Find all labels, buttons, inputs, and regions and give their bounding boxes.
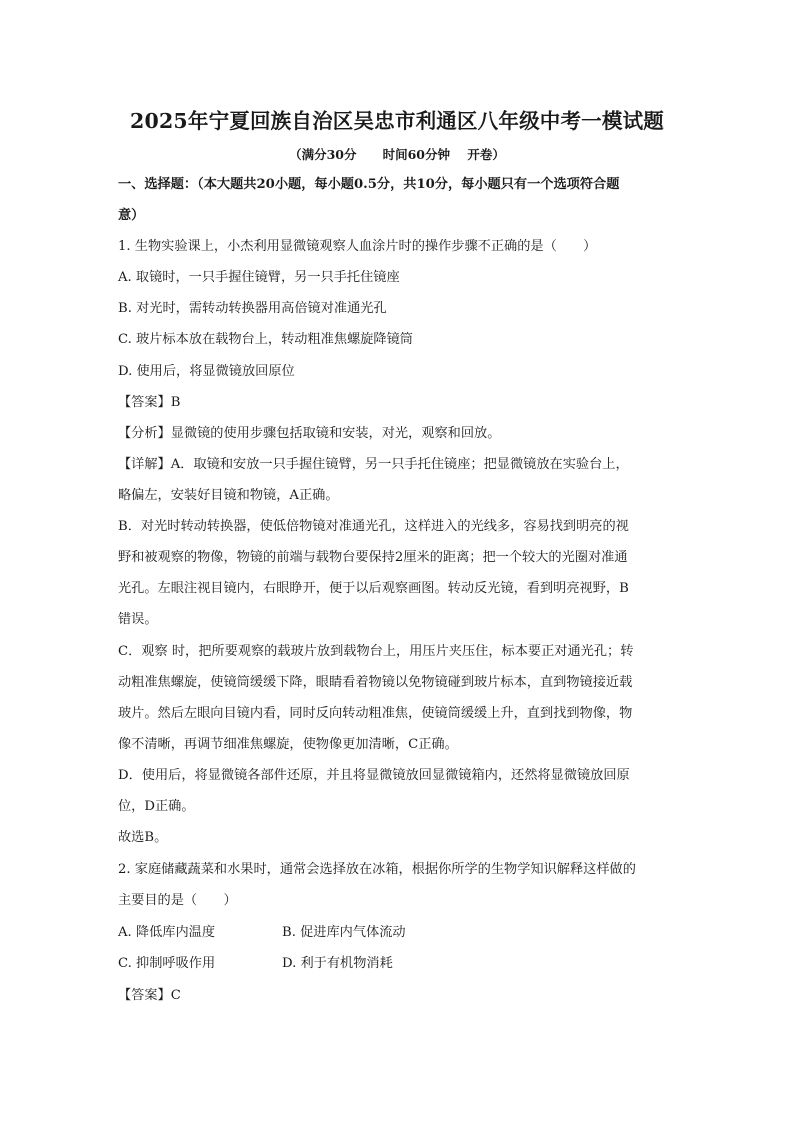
q1-detail-line: C．观察 时，把所要观察的载玻片放到载物台上，用压片夹压住，标本要正对通光孔；转 [118, 644, 634, 659]
q2-option-b: B. 促进库内气体流动 [282, 925, 406, 940]
q1-stem: 1. 生物实验课上，小杰利用显微镜观察人血涂片时的操作步骤不正确的是（ ） [118, 239, 597, 254]
q1-option-a: A. 取镜时，一只手握住镜臂，另一只手托住镜座 [118, 270, 400, 285]
q1-detail-line: 光孔。左眼注视目镜内，右眼睁开，便于以后观察画图。转动反光镜，看到明亮视野，B [118, 581, 629, 596]
q2-stem-line-2: 主要目的是（ ） [118, 893, 237, 908]
exam-title: 2025年宁夏回族自治区吴忠市利通区八年级中考一模试题 [130, 109, 664, 133]
q2-answer: 【答案】C [118, 988, 181, 1003]
section-heading-line-2: 意） [118, 208, 145, 223]
q1-option-d: D. 使用后，将显微镜放回原位 [118, 364, 295, 379]
exam-subtitle: （满分30分 时间60分钟 开卷） [289, 147, 505, 162]
q1-detail-line: 玻片。然后左眼向目镜内看，同时反向转动粗准焦，使镜筒缓缓上升，直到找到物像，物 [118, 706, 633, 721]
q1-conclusion: 故选B。 [118, 830, 168, 845]
q1-detail-line: 像不清晰，再调节细准焦螺旋，使物像更加清晰，C正确。 [118, 737, 458, 752]
q1-detail-line: 野和被观察的物像，物镜的前端与载物台要保持2厘米的距离；把一个较大的光圈对准通 [118, 550, 628, 565]
q1-detail-line: 动粗准焦螺旋，使镜筒缓缓下降，眼睛看着物镜以免物镜碰到玻片标本，直到物镜接近载 [118, 675, 633, 690]
q2-option-c: C. 抑制呼吸作用 [118, 956, 216, 971]
section-heading-line-1: 一、选择题：（本大题共20小题，每小题0.5分，共10分，每小题只有一个选项符合题 [118, 177, 620, 192]
q1-detail-line: 位，D正确。 [118, 799, 195, 814]
q1-detail-line: 错误。 [118, 612, 158, 627]
q1-analysis: 【分析】显微镜的使用步骤包括取镜和安装，对光，观察和回放。 [118, 426, 501, 441]
q1-option-b: B. 对光时，需转动转换器用高倍镜对准通光孔 [118, 301, 387, 316]
q2-stem-line-1: 2. 家庭储藏蔬菜和水果时，通常会选择放在冰箱，根据你所学的生物学知识解释这样做的 [118, 862, 636, 877]
q2-option-a: A. 降低库内温度 [118, 925, 216, 940]
q1-detail-line: 略偏左，安装好目镜和物镜，A正确。 [118, 488, 339, 503]
q2-option-d: D. 利于有机物消耗 [282, 956, 393, 971]
q1-option-c: C. 玻片标本放在载物台上，转动粗准焦螺旋降镜筒 [118, 332, 413, 347]
q1-answer: 【答案】B [118, 395, 181, 410]
q1-detail-line: 【详解】A．取镜和安放一只手握住镜臂，另一只手托住镜座；把显微镜放在实验台上， [118, 457, 629, 472]
q1-detail-line: B．对光时转动转换器，使低倍物镜对准通光孔，这样进入的光线多，容易找到明亮的视 [118, 519, 629, 534]
q1-detail-line: D．使用后，将显微镜各部件还原，并且将显微镜放回显微镜箱内，还然将显微镜放回原 [118, 768, 630, 783]
